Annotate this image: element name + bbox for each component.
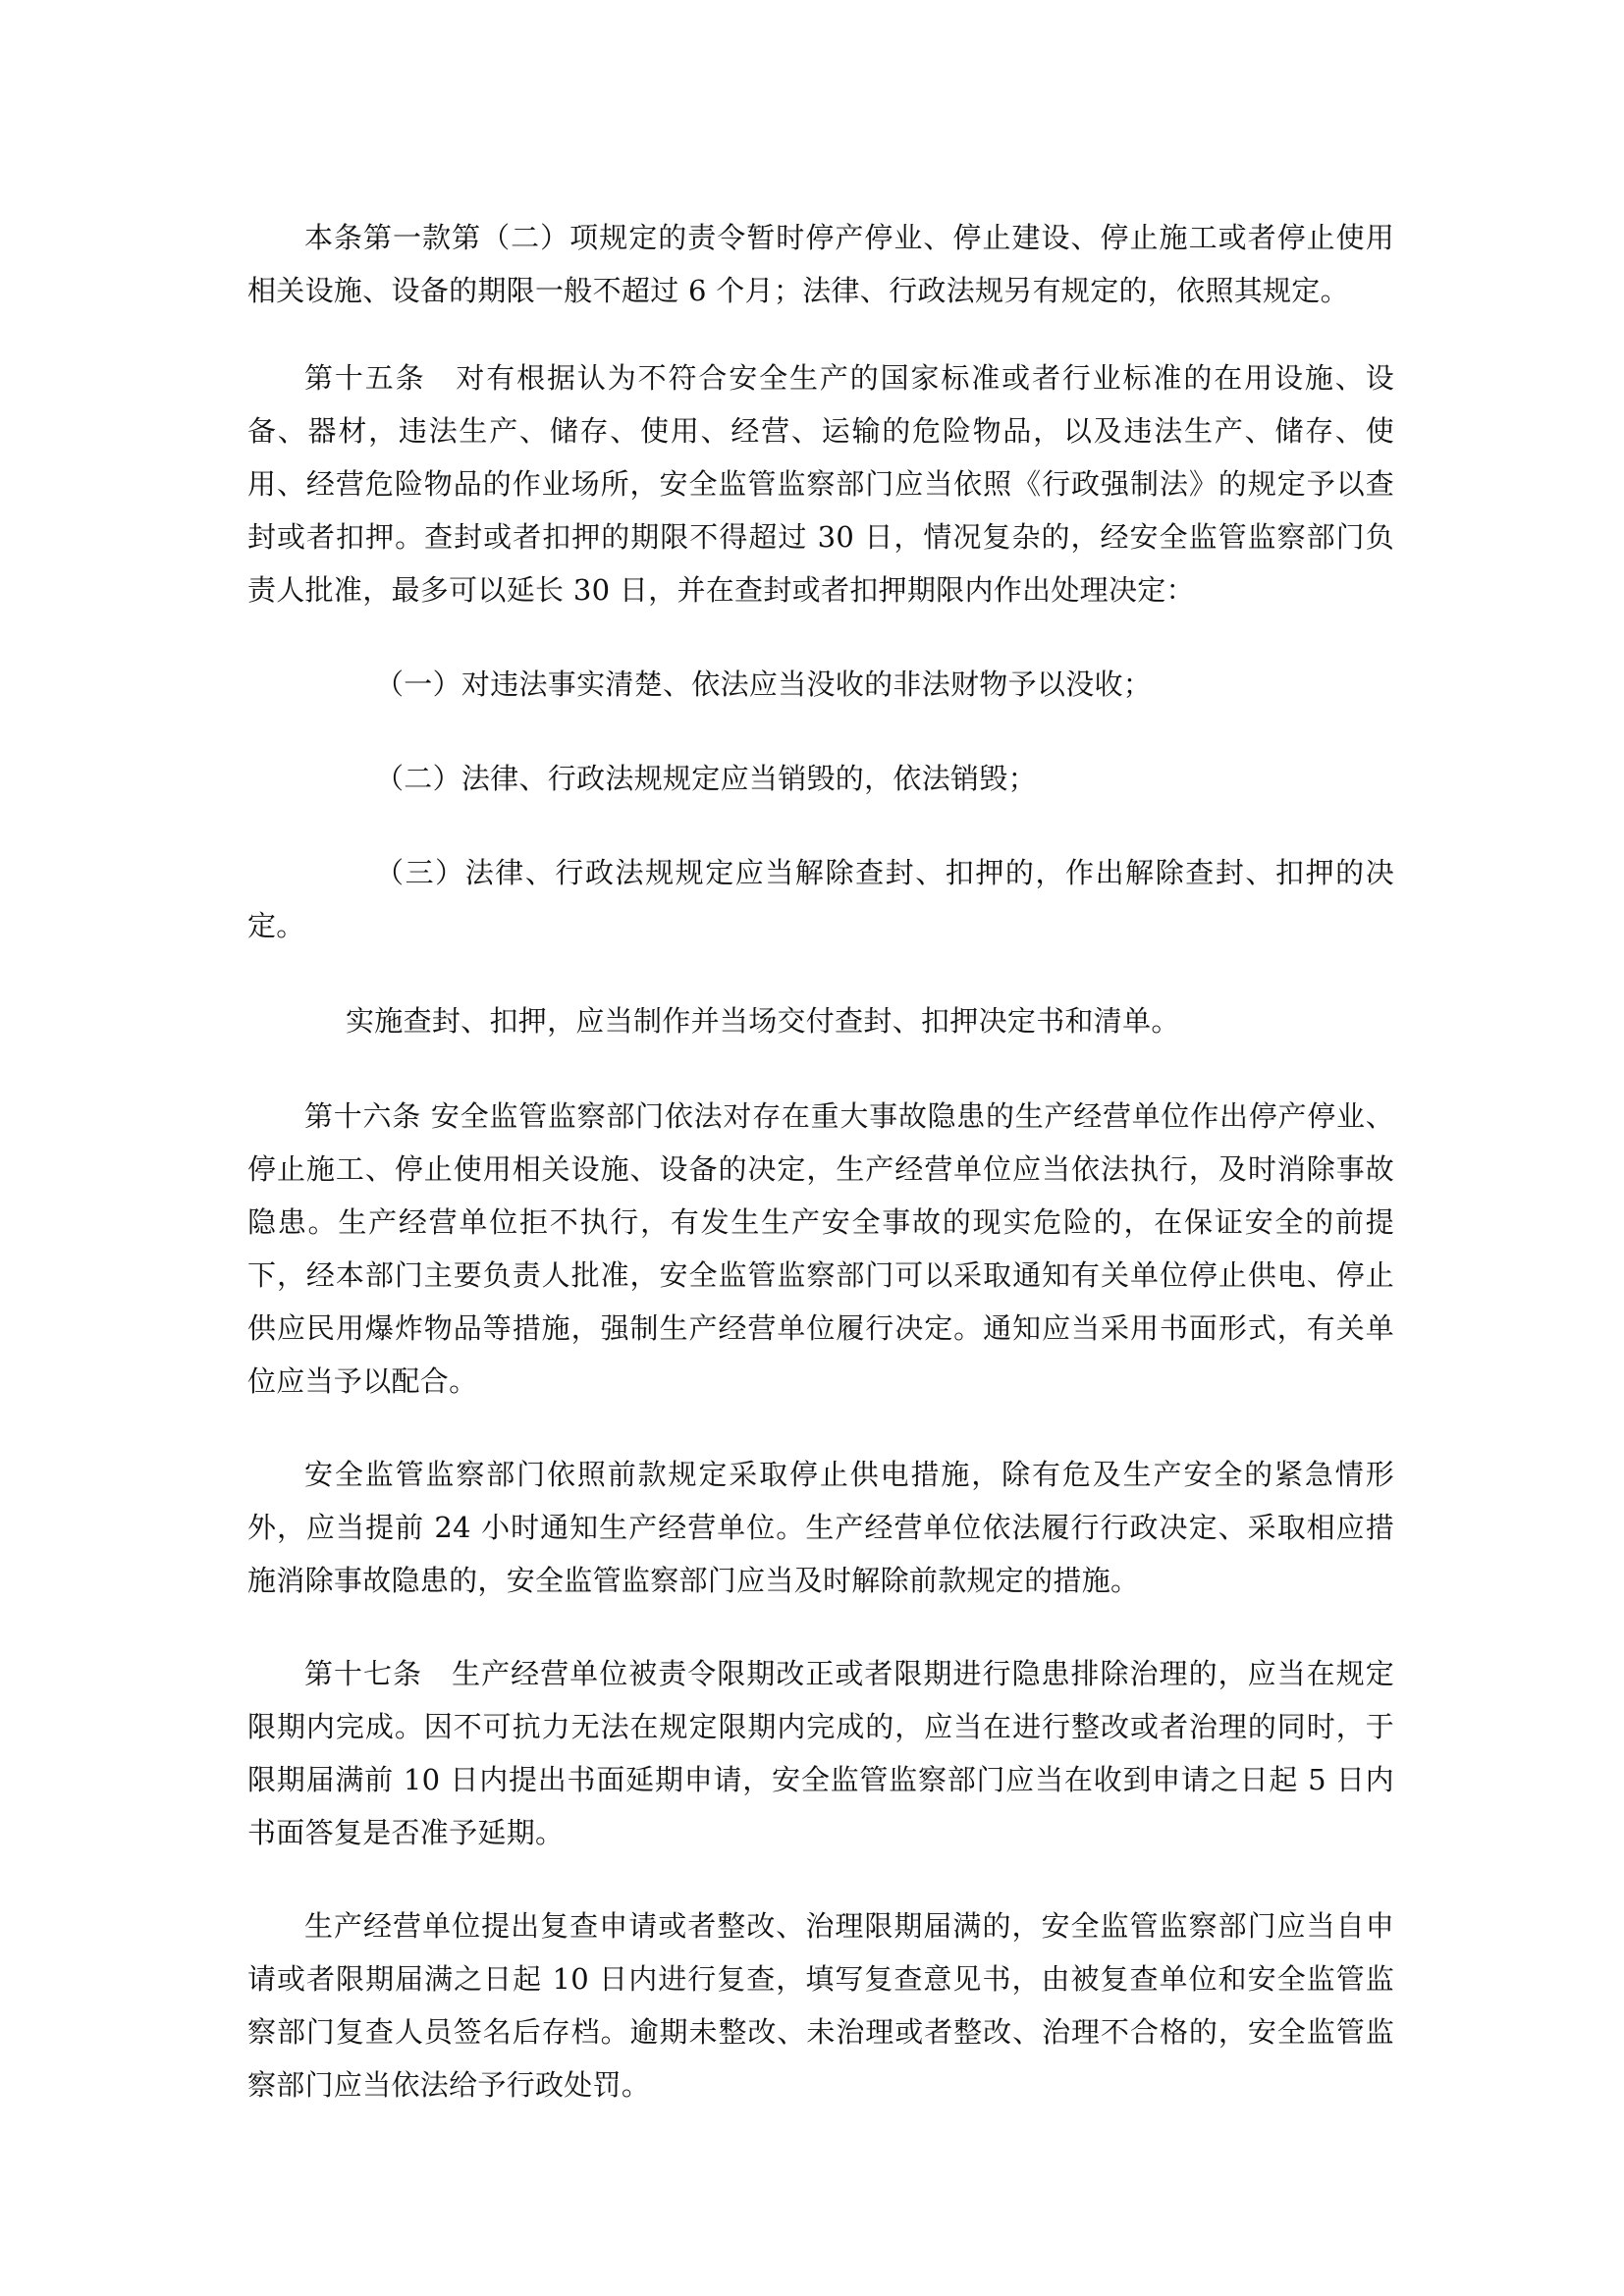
paragraph-item-1: （一）对违法事实清楚、依法应当没收的非法财物予以没收； xyxy=(375,667,1153,701)
paragraph-article-15: 第十五条 对有根据认为不符合安全生产的国家标准或者行业标准的在用设施、设备、器材，违法生产、储存、使用、经营、运输的危险物品，以及违法生产、储存、使用、经营危险物品的作业场所，安全监管监察部门应当依照《行政强制法》的规定予以查封或者扣押。查封或者扣押的期限不得超过 30 日，情况复杂的，经安全监管监察部门负责人批准，最多可以延长 30 日，并在查封或者扣押期限内作出处理决定： xyxy=(247,361,1394,607)
paragraph-article-17: 第十七条 生产经营单位被责令限期改正或者限期进行隐患排除治理的，应当在规定限期内完成。因不可抗力无法在规定限期内完成的，应当在进行整改或者治理的同时，于限期届满前 10 日内提出书面延期申请，安全监管监察部门应当在收到申请之日起 5 日内书面答复是否准予延期。 xyxy=(247,1657,1394,1849)
paragraph-seizure-notice: 实施查封、扣押，应当制作并当场交付查封、扣押决定书和清单。 xyxy=(346,1004,1180,1038)
paragraph-review: 生产经营单位提出复查申请或者整改、治理限期届满的，安全监管监察部门应当自申请或者限期届满之日起 10 日内进行复查，填写复查意见书，由被复查单位和安全监管监察部门复查人员签名后存档。逾期未整改、未治理或者整改、治理不合格的，安全监管监察部门应当依法给予行政处罚。 xyxy=(247,1909,1394,2102)
paragraph-item-2: （二）法律、行政法规规定应当销毁的，依法销毁； xyxy=(375,762,1037,795)
paragraph-power-stop: 安全监管监察部门依照前款规定采取停止供电措施，除有危及生产安全的紧急情形外，应当提前 24 小时通知生产经营单位。生产经营单位依法履行行政决定、采取相应措施消除事故隐患的，安全监管监察部门应当及时解除前款规定的措施。 xyxy=(247,1458,1394,1597)
paragraph-article-16: 第十六条 安全监管监察部门依法对存在重大事故隐患的生产经营单位作出停产停业、停止施工、停止使用相关设施、设备的决定，生产经营单位应当依法执行，及时消除事故隐患。生产经营单位拒不执行，有发生生产安全事故的现实危险的，在保证安全的前提下，经本部门主要负责人批准，安全监管监察部门可以采取通知有关单位停止供电、停止供应民用爆炸物品等措施，强制生产经营单位履行决定。通知应当采用书面形式，有关单位应当予以配合。 xyxy=(247,1099,1394,1398)
paragraph-item-3: （三）法律、行政法规规定应当解除查封、扣押的，作出解除查封、扣押的决定。 xyxy=(247,856,1394,942)
paragraph-period-limit: 本条第一款第（二）项规定的责令暂时停产停业、停止建设、停止施工或者停止使用相关设施、设备的期限一般不超过 6 个月；法律、行政法规另有规定的，依照其规定。 xyxy=(247,221,1394,307)
